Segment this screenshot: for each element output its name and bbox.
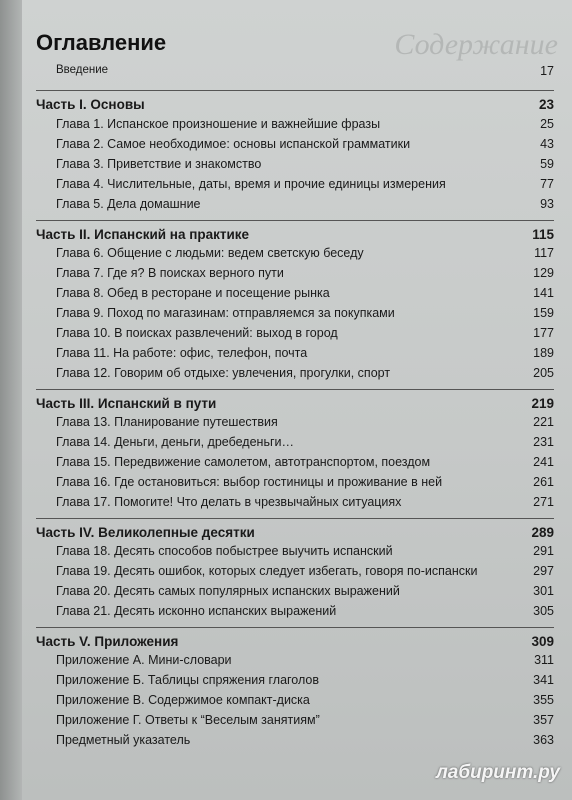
entry-page: 301 [533, 584, 554, 598]
entry-label: Глава 12. Говорим об отдыхе: увлечения, прогулки, спорт [56, 366, 391, 380]
part-label: Часть II. Испанский на практике [36, 227, 250, 242]
entry-label: Глава 21. Десять исконно испанских выражений [56, 604, 337, 618]
entry-page: 17 [540, 64, 554, 78]
entry-label: Приложение Г. Ответы к “Веселым занятиям” [56, 713, 320, 727]
entry-label: Глава 19. Десять ошибок, которых следует избегать, говоря по-испански [56, 564, 478, 578]
entry-page: 297 [533, 564, 554, 578]
book-page [22, 0, 572, 800]
entry-page: 271 [533, 495, 554, 509]
entry-page: 305 [533, 604, 554, 618]
entry-page: 189 [533, 346, 554, 360]
part-label: Часть V. Приложения [36, 634, 179, 649]
entry-page: 241 [533, 455, 554, 469]
bleed-through-text: Содержание [394, 28, 558, 61]
entry-label: Глава 1. Испанское произношение и важнейшие фразы [56, 117, 381, 131]
divider [36, 90, 554, 91]
entry-page: 363 [533, 733, 554, 747]
entry-label: Глава 15. Передвижение самолетом, автотранспортом, поездом [56, 455, 431, 469]
entry-label: Приложение В. Содержимое компакт-диска [56, 693, 310, 707]
divider [36, 389, 554, 390]
entry-label: Глава 3. Приветствие и знакомство [56, 157, 262, 171]
entry-label: Глава 16. Где остановиться: выбор гостиницы и проживание в ней [56, 475, 443, 489]
entry-page: 93 [540, 197, 554, 211]
entry-page: 357 [533, 713, 554, 727]
entry-label: Глава 8. Обед в ресторане и посещение рынка [56, 286, 330, 300]
entry-label: Глава 5. Дела домашние [56, 197, 201, 211]
entry-label: Глава 4. Числительные, даты, время и прочие единицы измерения [56, 177, 446, 191]
entry-label: Глава 2. Самое необходимое: основы испанской грамматики [56, 137, 411, 151]
part-page: 115 [532, 227, 554, 242]
watermark-logo: лабиринт.ру [435, 762, 560, 783]
part-page: 23 [538, 97, 554, 112]
entry-label: Глава 11. На работе: офис, телефон, почта [56, 346, 308, 360]
entry-page: 231 [533, 435, 554, 449]
divider [36, 627, 554, 628]
entry-page: 311 [534, 653, 554, 667]
part-page: 309 [531, 634, 554, 649]
entry-label: Приложение Б. Таблицы спряжения глаголов [56, 673, 320, 687]
entry-page: 43 [540, 137, 554, 151]
entry-page: 341 [533, 673, 554, 687]
entry-page: 141 [533, 286, 554, 300]
divider [36, 518, 554, 519]
entry-label: Глава 13. Планирование путешествия [56, 415, 278, 429]
entry-label: Глава 9. Поход по магазинам: отправляемся за покупками [56, 306, 395, 320]
entry-label: Глава 6. Общение с людьми: ведем светскую беседу [56, 246, 364, 260]
page-title: Оглавление [36, 30, 167, 55]
entry-page: 77 [540, 177, 554, 191]
entry-label: Введение [56, 64, 109, 76]
entry-label: Глава 7. Где я? В поисках верного пути [56, 266, 284, 280]
entry-page: 291 [533, 544, 554, 558]
toc [22, 0, 572, 800]
entry-label: Предметный указатель [56, 733, 191, 747]
entry-page: 205 [533, 366, 554, 380]
entry-label: Глава 14. Деньги, деньги, дребеденьги… [56, 435, 295, 449]
part-label: Часть I. Основы [36, 97, 145, 112]
part-label: Часть IV. Великолепные десятки [36, 525, 255, 540]
entry-page: 59 [540, 157, 554, 171]
entry-page: 177 [533, 326, 554, 340]
entry-label: Приложение А. Мини-словари [56, 653, 232, 667]
entry-page: 261 [533, 475, 554, 489]
divider [36, 220, 554, 221]
entry-label: Глава 18. Десять способов побыстрее выучить испанский [56, 544, 393, 558]
entry-page: 159 [533, 306, 554, 320]
entry-label: Глава 17. Помогите! Что делать в чрезвычайных ситуациях [56, 495, 402, 509]
entry-page: 355 [533, 693, 554, 707]
entry-page: 117 [534, 246, 554, 260]
entry-page: 25 [540, 117, 554, 131]
part-page: 219 [531, 396, 554, 411]
entry-label: Глава 20. Десять самых популярных испанских выражений [56, 584, 400, 598]
entry-page: 129 [533, 266, 554, 280]
part-page: 289 [531, 525, 554, 540]
entry-label: Глава 10. В поисках развлечений: выход в город [56, 326, 338, 340]
entry-page: 221 [533, 415, 554, 429]
part-label: Часть III. Испанский в пути [36, 396, 217, 411]
